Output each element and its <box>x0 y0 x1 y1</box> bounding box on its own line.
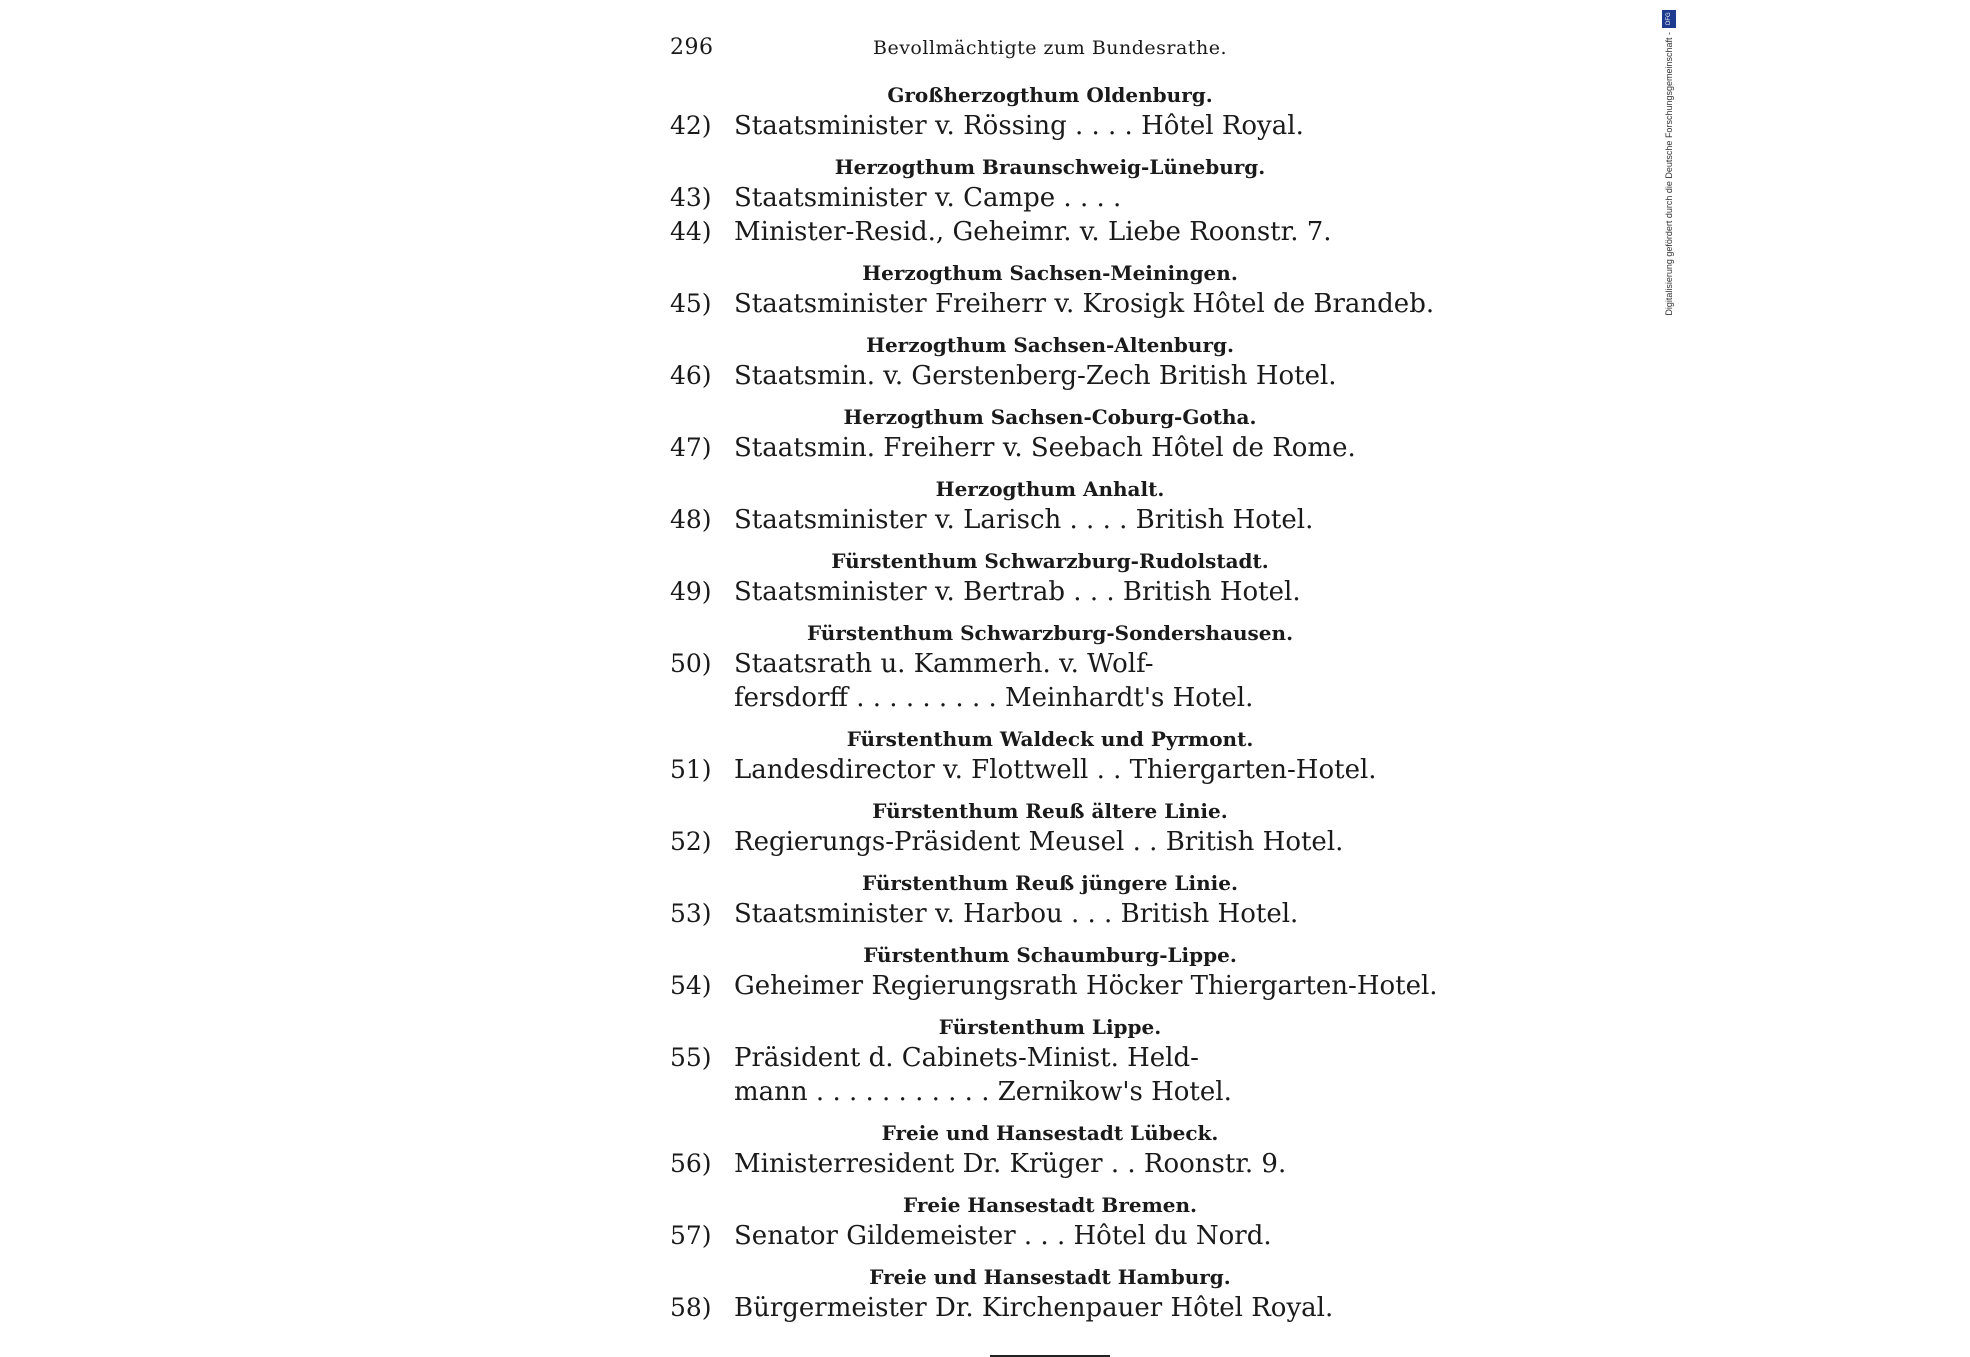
state-heading: Fürstenthum Lippe. <box>938 1015 1162 1039</box>
entry-text: Senator Gildemeister . . . Hôtel du Nord. <box>734 1221 1272 1251</box>
sections-list <box>670 81 1438 1325</box>
state-heading: Freie und Hansestadt Hamburg. <box>869 1265 1231 1289</box>
delegate-entry <box>670 1041 1430 1075</box>
entry-text: Landesdirector v. Flottwell . . Thiergarten-Hotel. <box>734 755 1377 785</box>
entry-number: 57) <box>670 1221 712 1250</box>
entry-number: 42) <box>670 111 712 140</box>
entry-number: 46) <box>670 361 712 390</box>
entry-text: Staatsminister v. Campe . . . . <box>734 183 1122 213</box>
delegate-entry <box>670 359 1430 393</box>
entry-text: Geheimer Regierungsrath Höcker Thiergarten-Hotel. <box>734 971 1438 1001</box>
delegate-entry <box>670 503 1430 537</box>
entry-number: 49) <box>670 577 712 606</box>
state-heading: Herzogthum Braunschweig-Lüneburg. <box>834 155 1266 179</box>
entry-number: 45) <box>670 289 712 318</box>
delegate-entry <box>670 1291 1430 1325</box>
state-heading: Herzogthum Sachsen-Coburg-Gotha. <box>843 405 1257 429</box>
entry-number: 54) <box>670 971 712 1000</box>
state-heading: Herzogthum Sachsen-Meiningen. <box>862 261 1238 285</box>
entry-text: Staatsminister Freiherr v. Krosigk Hôtel de Brandeb. <box>734 289 1435 319</box>
entry-text: Staatsminister v. Rössing . . . . Hôtel Royal. <box>734 111 1304 141</box>
entry-number: 51) <box>670 755 712 784</box>
entry-text: Staatsminister v. Larisch . . . . British Hotel. <box>734 505 1314 535</box>
entry-number: 48) <box>670 505 712 534</box>
delegate-entry <box>670 753 1430 787</box>
page-number: 296 <box>670 35 714 60</box>
delegate-entry <box>670 431 1430 465</box>
page-content <box>670 35 1438 1335</box>
state-heading: Fürstenthum Schaumburg-Lippe. <box>863 943 1237 967</box>
rotated-text-block <box>130 35 1438 1323</box>
entry-number: 47) <box>670 433 712 462</box>
delegate-entry <box>670 647 1430 681</box>
delegate-entry <box>670 897 1430 931</box>
entry-number: 53) <box>670 899 712 928</box>
state-heading: Freie und Hansestadt Lübeck. <box>881 1121 1219 1145</box>
state-heading: Fürstenthum Schwarzburg-Sondershausen. <box>806 621 1294 645</box>
entry-number: 43) <box>670 183 712 212</box>
state-heading: Fürstenthum Schwarzburg-Rudolstadt. <box>831 549 1269 573</box>
delegate-entry <box>670 825 1430 859</box>
state-heading: Herzogthum Sachsen-Altenburg. <box>866 333 1234 357</box>
state-heading: Herzogthum Anhalt. <box>935 477 1165 501</box>
entry-text: Staatsminister v. Harbou . . . British Hotel. <box>734 899 1299 929</box>
entry-number: 52) <box>670 827 712 856</box>
delegate-entry <box>670 109 1430 143</box>
delegate-entry <box>670 181 1430 215</box>
entry-text: Minister-Resid., Geheimr. v. Liebe Roonstr. 7. <box>734 217 1332 247</box>
state-heading: Freie Hansestadt Bremen. <box>903 1193 1197 1217</box>
entry-text: Bürgermeister Dr. Kirchenpauer Hôtel Royal. <box>734 1293 1334 1323</box>
entry-number: 55) <box>670 1043 712 1072</box>
entry-text: Regierungs-Präsident Meusel . . British Hotel. <box>734 827 1344 857</box>
entry-continuation: mann . . . . . . . . . . . Zernikow's Hotel. <box>734 1077 1232 1107</box>
dfg-logo-icon: DFG <box>1662 10 1676 28</box>
credit-text: Digitalisierung gefördert durch die Deutsche Forschungsgemeinschaft - <box>1664 32 1674 316</box>
state-heading: Fürstenthum Waldeck und Pyrmont. <box>846 727 1254 751</box>
entry-number: 58) <box>670 1293 712 1322</box>
state-heading: Fürstenthum Reuß ältere Linie. <box>872 799 1228 823</box>
running-head-title: Bevollmächtigte zum Bundesrathe. <box>872 37 1227 59</box>
entry-continuation: fersdorff . . . . . . . . . Meinhardt's Hotel. <box>734 683 1254 713</box>
state-heading: Großherzogthum Oldenburg. <box>887 83 1213 107</box>
entry-number: 50) <box>670 649 712 678</box>
entry-text: Präsident d. Cabinets-Minist. Held- <box>734 1043 1199 1073</box>
delegate-entry <box>670 575 1430 609</box>
delegate-entry <box>670 1147 1430 1181</box>
delegate-entry <box>670 287 1435 321</box>
digitization-credit <box>1660 10 1678 610</box>
entry-number: 44) <box>670 217 712 246</box>
delegate-entry <box>670 215 1430 249</box>
delegate-entry <box>670 969 1438 1003</box>
entry-number: 56) <box>670 1149 712 1178</box>
delegate-entry <box>670 1219 1430 1253</box>
entry-text: Staatsmin. v. Gerstenberg-Zech British Hotel. <box>734 361 1337 391</box>
entry-text: Staatsminister v. Bertrab . . . British Hotel. <box>734 577 1301 607</box>
entry-text: Ministerresident Dr. Krüger . . Roonstr. 9. <box>734 1149 1287 1179</box>
entry-text: Staatsmin. Freiherr v. Seebach Hôtel de Rome. <box>734 433 1356 463</box>
running-head <box>670 35 1430 71</box>
entry-text: Staatsrath u. Kammerh. v. Wolf- <box>734 649 1154 679</box>
state-heading: Fürstenthum Reuß jüngere Linie. <box>862 871 1238 895</box>
